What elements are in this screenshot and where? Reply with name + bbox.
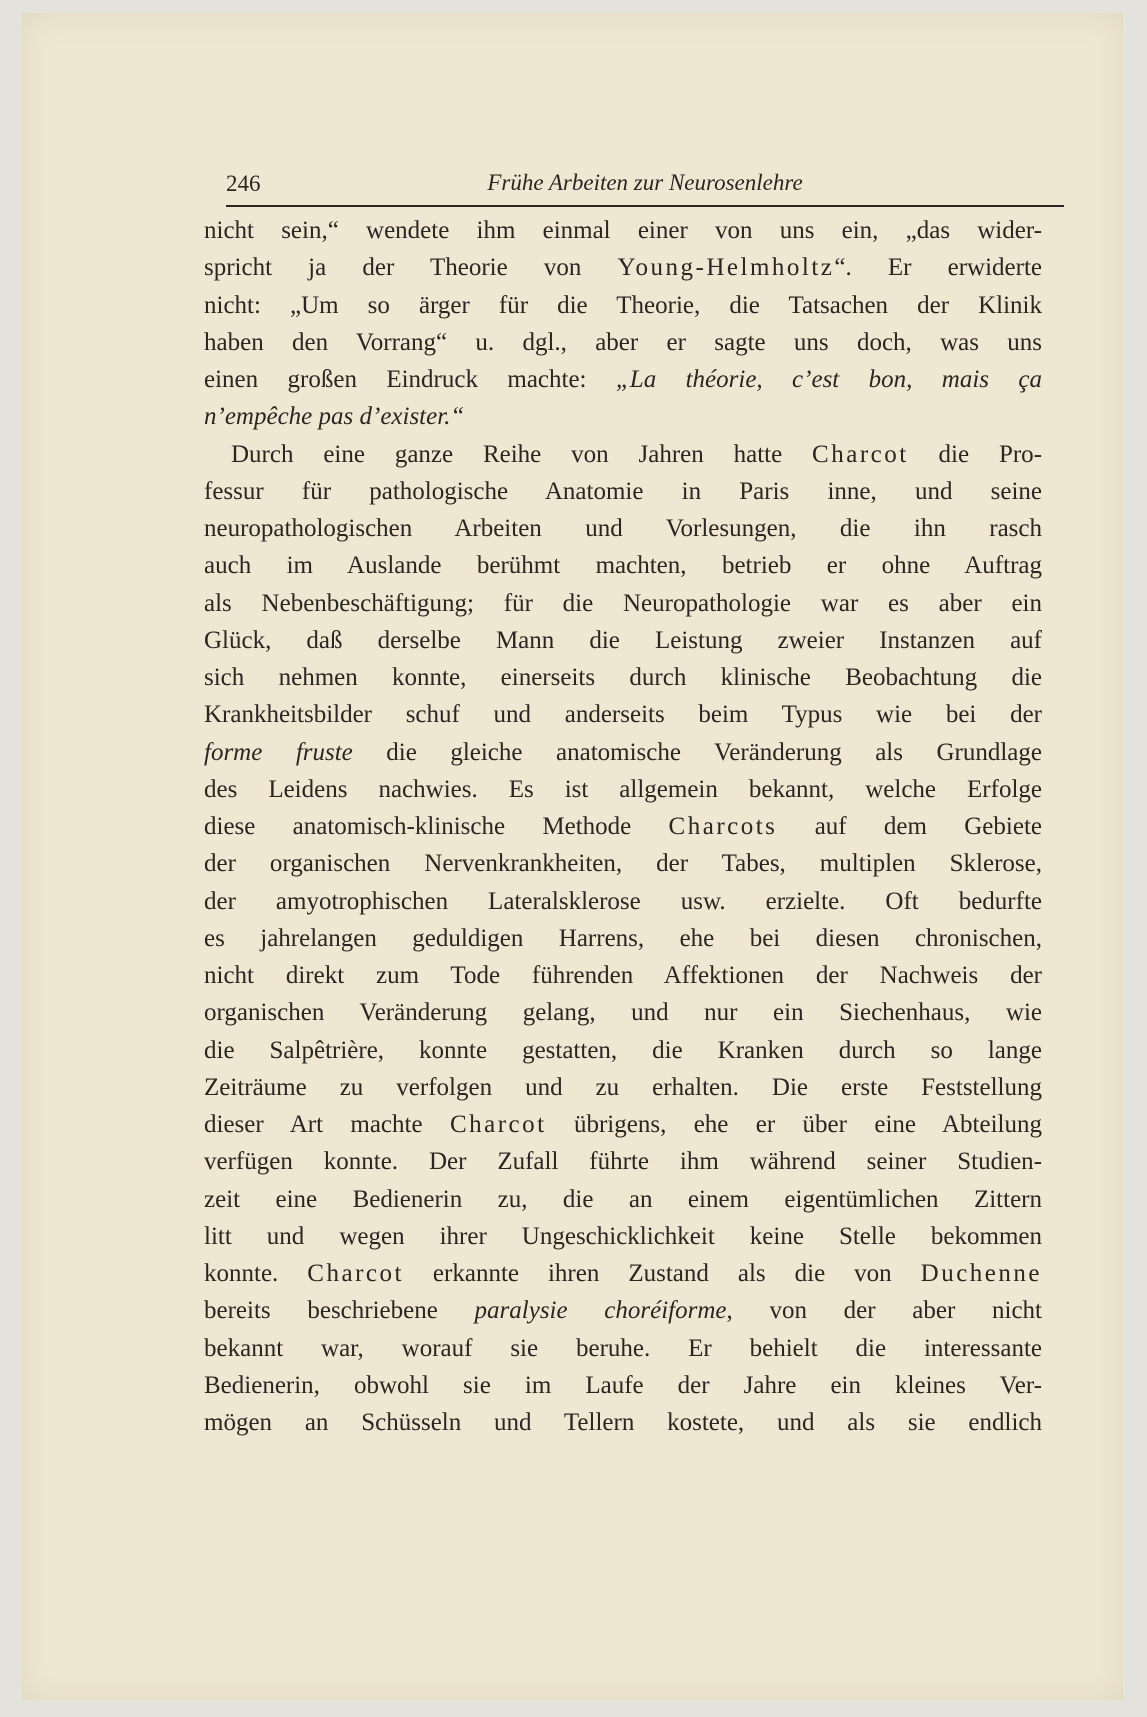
text-segment: die gleiche anatomische Veränderung als Grundlage	[352, 738, 1043, 766]
text-segment: “. Er erwiderte	[834, 254, 1043, 282]
italic-text: „La théorie, c’est bon, mais ça	[615, 366, 1043, 393]
spaced-name: Charcot	[449, 1111, 547, 1138]
text-line	[204, 659, 1042, 696]
text-line	[204, 398, 1042, 435]
text-line	[204, 1255, 1042, 1292]
spaced-name: Charcot	[307, 1260, 404, 1287]
text-line	[204, 324, 1042, 361]
text-segment: Krankheitsbilder schuf und anderseits beim Typus wie bei der	[204, 701, 1042, 729]
text-segment: zeit eine Bedienerin zu, die an einem eigentümlichen Zittern	[204, 1185, 1042, 1213]
text-segment: die Salpêtrière, konnte gestatten, die Kranken durch so lange	[204, 1036, 1042, 1064]
text-segment: diese anatomisch-klinische Methode	[204, 813, 669, 840]
text-segment: bereits beschriebene	[204, 1297, 475, 1325]
text-line	[204, 287, 1042, 324]
spaced-name: Charcot	[812, 440, 909, 468]
text-line	[204, 734, 1042, 771]
text-segment: einen großen Eindruck machte:	[204, 366, 616, 393]
text-line	[204, 473, 1042, 510]
text-segment: übrigens, ehe er über eine Abteilung	[546, 1111, 1042, 1138]
text-line	[204, 1404, 1042, 1441]
body-text	[204, 212, 1042, 1441]
text-segment: die Pro-	[908, 440, 1042, 468]
italic-text: forme fruste	[204, 738, 353, 766]
text-line	[204, 1218, 1042, 1255]
text-line	[204, 920, 1042, 957]
text-segment: dieser Art machte	[204, 1111, 450, 1138]
italic-text: n’empêche pas d’exister.“	[204, 403, 465, 431]
spaced-name: Charcots	[668, 813, 778, 840]
text-line	[204, 1106, 1042, 1143]
italic-text: paralysie choréiforme	[474, 1297, 727, 1325]
spaced-name: Duchenne	[920, 1260, 1042, 1287]
text-segment: spricht ja der Theorie von	[204, 254, 618, 282]
text-segment: nicht sein,“ wendete ihm einmal einer von uns ein, „das wider-	[204, 217, 1042, 244]
text-segment: litt und wegen ihrer Ungeschicklichkeit keine Stelle bekommen	[204, 1222, 1042, 1250]
text-segment: sich nehmen konnte, einerseits durch klinische Beobachtung die	[204, 664, 1042, 691]
text-line	[204, 883, 1042, 920]
text-line	[204, 1292, 1042, 1329]
text-segment: nicht direkt zum Tode führenden Affektionen der Nachweis der	[204, 962, 1042, 989]
text-line	[204, 994, 1042, 1031]
text-line	[204, 1032, 1042, 1069]
text-segment: Durch eine ganze Reihe von Jahren hatte	[231, 440, 813, 468]
text-segment: der amyotrophischen Lateralsklerose usw. erzielte. Oft bedurfte	[204, 887, 1042, 915]
text-segment: nicht: „Um so ärger für die Theorie, die Tatsachen der Klinik	[204, 291, 1042, 319]
text-line	[204, 361, 1042, 398]
text-segment: mögen an Schüsseln und Tellern kostete, und als sie endlich	[204, 1409, 1042, 1436]
running-title: Frühe Arbeiten zur Neurosenlehre	[487, 170, 803, 195]
text-segment: organischen Veränderung gelang, und nur ein Siechenhaus, wie	[204, 999, 1042, 1027]
text-line	[204, 1143, 1042, 1180]
text-segment: erkannte ihren Zustand als die von	[403, 1260, 921, 1287]
header-rule	[226, 205, 1064, 207]
text-line	[204, 696, 1042, 733]
text-segment: Bedienerin, obwohl sie im Laufe der Jahre ein kleines Ver-	[204, 1371, 1042, 1399]
text-segment: haben den Vorrang“ u. dgl., aber er sagte uns doch, was uns	[204, 328, 1042, 356]
text-segment: des Leidens nachwies. Es ist allgemein bekannt, welche Erfolge	[204, 775, 1042, 803]
text-segment: neuropathologischen Arbeiten und Vorlesungen, die ihn rasch	[204, 515, 1042, 542]
text-segment: der organischen Nervenkrankheiten, der Tabes, multiplen Sklerose,	[204, 850, 1042, 878]
text-line	[204, 585, 1042, 622]
text-line	[204, 249, 1042, 286]
text-line	[204, 845, 1042, 882]
text-segment: als Nebenbeschäftigung; für die Neuropathologie war es aber ein	[204, 589, 1042, 617]
text-line	[204, 1069, 1042, 1106]
text-line	[204, 547, 1042, 584]
text-line	[204, 436, 1042, 473]
text-line	[204, 957, 1042, 994]
text-line	[204, 510, 1042, 547]
page-number: 246	[226, 171, 261, 196]
text-segment: fessur für pathologische Anatomie in Paris inne, und seine	[204, 477, 1042, 505]
text-line	[204, 212, 1042, 249]
text-segment: , von der aber nicht	[726, 1297, 1043, 1325]
text-line	[204, 1181, 1042, 1218]
text-segment: auch im Auslande berühmt machten, betrieb er ohne Auftrag	[204, 552, 1042, 580]
text-segment: verfügen konnte. Der Zufall führte ihm während seiner Studien-	[204, 1148, 1042, 1176]
text-segment: konnte.	[204, 1260, 308, 1287]
text-segment: bekannt war, worauf sie beruhe. Er behielt die interessante	[204, 1334, 1042, 1362]
spaced-name: Young-Helmholtz	[617, 254, 835, 282]
text-segment: auf dem Gebiete	[777, 813, 1042, 840]
text-segment: Glück, daß derselbe Mann die Leistung zweier Instanzen auf	[204, 626, 1042, 654]
text-line	[204, 771, 1042, 808]
text-line	[204, 1367, 1042, 1404]
text-line	[204, 1330, 1042, 1367]
text-segment: es jahrelangen geduldigen Harrens, ehe bei diesen chronischen,	[204, 924, 1042, 952]
text-line	[204, 808, 1042, 845]
text-segment: Zeiträume zu verfolgen und zu erhalten. Die erste Feststellung	[204, 1073, 1042, 1101]
text-line	[204, 622, 1042, 659]
